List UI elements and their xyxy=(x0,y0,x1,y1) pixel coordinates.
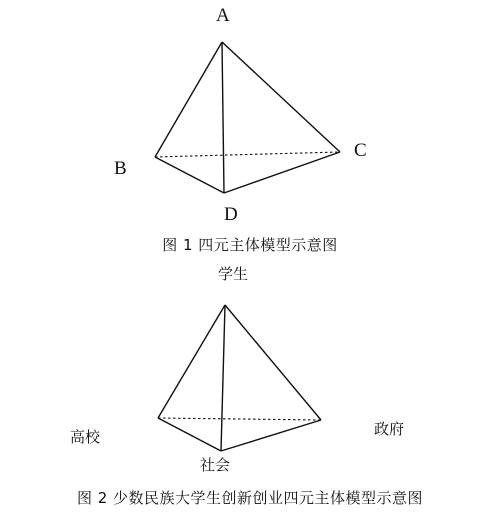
edge-b-c-hidden xyxy=(155,152,340,157)
edge-right-bottom xyxy=(221,420,321,451)
vertex-label-b: B xyxy=(114,158,127,179)
edge-a-d xyxy=(222,42,224,193)
edge-left-bottom xyxy=(158,418,221,451)
vertex-label-c: C xyxy=(354,140,367,161)
vertex-label-a: A xyxy=(216,5,230,26)
edge-top-left xyxy=(158,305,225,418)
figure-2-caption: 图 2 少数民族大学生创新创业四元主体模型示意图 xyxy=(76,489,424,507)
figure-2 xyxy=(0,265,500,515)
edge-a-c xyxy=(222,42,340,152)
edge-b-d xyxy=(155,157,224,193)
vertex-label-universities: 高校 xyxy=(70,428,101,446)
edge-c-d xyxy=(224,152,340,193)
vertex-label-society: 社会 xyxy=(200,456,231,474)
figure-1-caption: 图 1 四元主体模型示意图 xyxy=(162,236,338,254)
edge-left-right-hidden xyxy=(158,418,321,420)
vertex-label-government: 政府 xyxy=(374,420,405,438)
vertex-label-d: D xyxy=(224,204,238,225)
edge-top-bottom xyxy=(221,305,225,451)
edge-top-right xyxy=(225,305,321,420)
vertex-label-students: 学生 xyxy=(218,265,249,283)
tetrahedron-diagram-2 xyxy=(0,265,500,515)
edge-a-b xyxy=(155,42,222,157)
